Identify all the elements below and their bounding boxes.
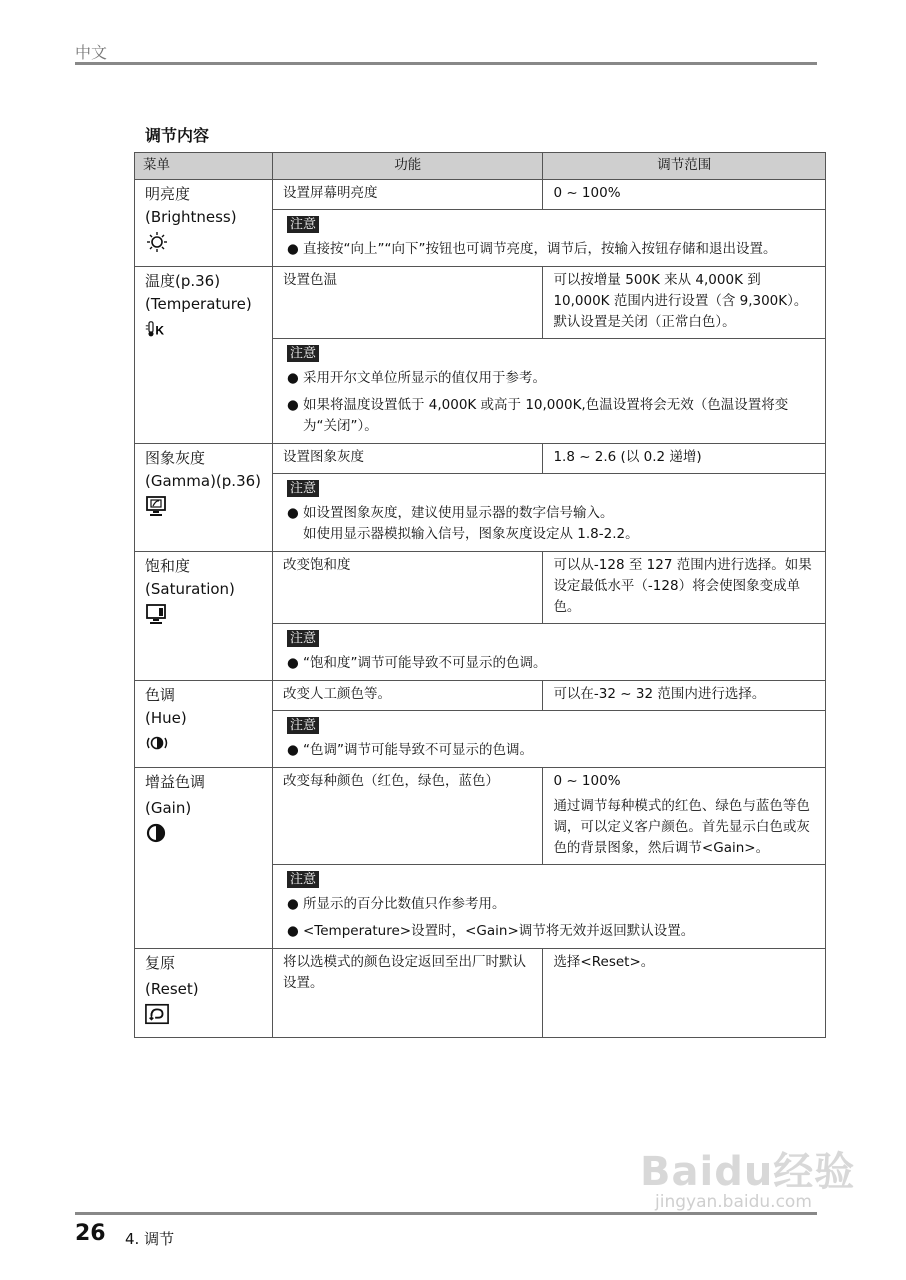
range-cell: 选择<Reset>。 (543, 949, 826, 1038)
note-list (287, 653, 815, 674)
range-cell (543, 768, 826, 865)
table-row-brightness (135, 180, 826, 210)
menu-cell-saturation (135, 552, 273, 681)
header-divider (75, 62, 817, 65)
note-list (287, 894, 815, 942)
range-detail: 通过调节每种模式的红色、绿色与蓝色等色调，可以定义客户颜色。首先显示白色或灰色的背景图象，然后调节<Gain>。 (553, 798, 810, 856)
header-function: 功能 (272, 153, 542, 180)
menu-cell-temperature (135, 267, 273, 444)
header-menu: 菜单 (135, 153, 273, 180)
menu-cell-hue (135, 681, 273, 768)
note-cell (272, 339, 825, 444)
table-row-reset (135, 949, 826, 1038)
range-cell: 可以从-128 至 127 范围内进行选择。如果设定最低水平（-128）将会使图象变成单色。 (543, 552, 826, 624)
note-cell (272, 711, 825, 768)
chapter-label: 4. 调节 (125, 1230, 175, 1248)
note-item: ● “色调”调节可能导致不可显示的色调。 (286, 742, 533, 758)
note-item: ● 所显示的百分比数值只作参考用。 (286, 896, 506, 912)
header-language: 中文 (75, 43, 108, 62)
note-badge: 注意 (287, 216, 319, 233)
note-cell (272, 624, 825, 681)
note-badge: 注意 (287, 630, 319, 647)
note-item: ● 直接按“向上”“向下”按钮也可调节亮度，调节后，按输入按钮存储和退出设置。 (286, 241, 777, 257)
hue-icon (145, 732, 169, 754)
sun-icon (145, 231, 169, 253)
menu-name: 图象灰度 (145, 449, 206, 467)
menu-cell-gain (135, 768, 273, 949)
note-item: ● <Temperature>设置时，<Gain>调节将无效并返回默认设置。 (286, 923, 695, 939)
note-list (287, 740, 815, 761)
menu-cell-gamma (135, 444, 273, 552)
table-row-temperature (135, 267, 826, 339)
menu-name: 明亮度 (145, 185, 191, 203)
table-row-gain (135, 768, 826, 865)
note-item: ● 采用开尔文单位所显示的值仅用于参考。 (286, 370, 546, 386)
menu-name: 增益色调 (145, 773, 206, 791)
function-cell: 设置屏幕明亮度 (272, 180, 542, 210)
thermometer-icon (145, 318, 169, 340)
function-cell: 改变每种颜色（红色，绿色，蓝色） (272, 768, 542, 865)
menu-name-en: (Gain) (145, 799, 192, 817)
note-cell (272, 210, 825, 267)
function-cell: 将以选模式的颜色设定返回至出厂时默认设置。 (272, 949, 542, 1038)
monitor-saturation-icon (145, 603, 169, 625)
note-item: ● 如果将温度设置低于 4,000K 或高于 10,000K,色温设置将会无效（色温设置将变为“关闭”）。 (286, 397, 789, 434)
page-number: 26 (75, 1221, 106, 1246)
menu-name: 温度(p.36) (145, 272, 221, 290)
note-badge: 注意 (287, 345, 319, 362)
note-badge: 注意 (287, 871, 319, 888)
table-header-row (135, 153, 826, 180)
range-cell: 可以按增量 500K 来从 4,000K 到 10,000K 范围内进行设置（含 9,300K）。默认设置是关闭（正常白色）。 (543, 267, 826, 339)
note-badge: 注意 (287, 480, 319, 497)
table-row-gamma (135, 444, 826, 474)
reset-icon (145, 1003, 169, 1025)
menu-name-en: (Gamma)(p.36) (145, 472, 262, 490)
range-value: 0 ~ 100% (553, 773, 621, 789)
note-list (287, 239, 815, 260)
table-row-hue (135, 681, 826, 711)
svg-text:K: K (155, 323, 165, 338)
note-list (287, 368, 815, 437)
range-cell: 可以在-32 ~ 32 范围内进行选择。 (543, 681, 826, 711)
monitor-gamma-icon (145, 495, 169, 517)
function-cell: 改变饱和度 (272, 552, 542, 624)
range-cell: 0 ~ 100% (543, 180, 826, 210)
note-badge: 注意 (287, 717, 319, 734)
section-title: 调节内容 (145, 126, 210, 145)
note-item: ● 如设置图象灰度，建议使用显示器的数字信号输入。 如使用显示器模拟输入信号，图象灰度设定从 1.8-2.2。 (286, 505, 639, 542)
note-item: ● “饱和度”调节可能导致不可显示的色调。 (286, 655, 547, 671)
menu-name: 饱和度 (145, 557, 191, 575)
menu-name-en: (Saturation) (145, 580, 235, 598)
function-cell: 改变人工颜色等。 (272, 681, 542, 711)
menu-cell-reset (135, 949, 273, 1038)
table-row-saturation (135, 552, 826, 624)
menu-cell-brightness (135, 180, 273, 267)
note-cell (272, 474, 825, 552)
menu-name: 色调 (145, 686, 176, 704)
footer-divider (75, 1212, 817, 1215)
menu-name-en: (Temperature) (145, 295, 252, 313)
header-range: 调节范围 (543, 153, 826, 180)
function-cell: 设置图象灰度 (272, 444, 542, 474)
watermark-logo: Baidu经验 (640, 1149, 856, 1195)
adjustment-table (134, 152, 826, 1038)
menu-name-en: (Hue) (145, 709, 187, 727)
watermark-url: jingyan.baidu.com (655, 1192, 812, 1212)
menu-name: 复原 (145, 954, 176, 972)
menu-name-en: (Brightness) (145, 208, 237, 226)
note-list (287, 503, 815, 545)
half-circle-icon (145, 822, 169, 844)
menu-name-en: (Reset) (145, 980, 199, 998)
range-cell: 1.8 ~ 2.6 (以 0.2 递增) (543, 444, 826, 474)
function-cell: 设置色温 (272, 267, 542, 339)
note-cell (272, 865, 825, 949)
